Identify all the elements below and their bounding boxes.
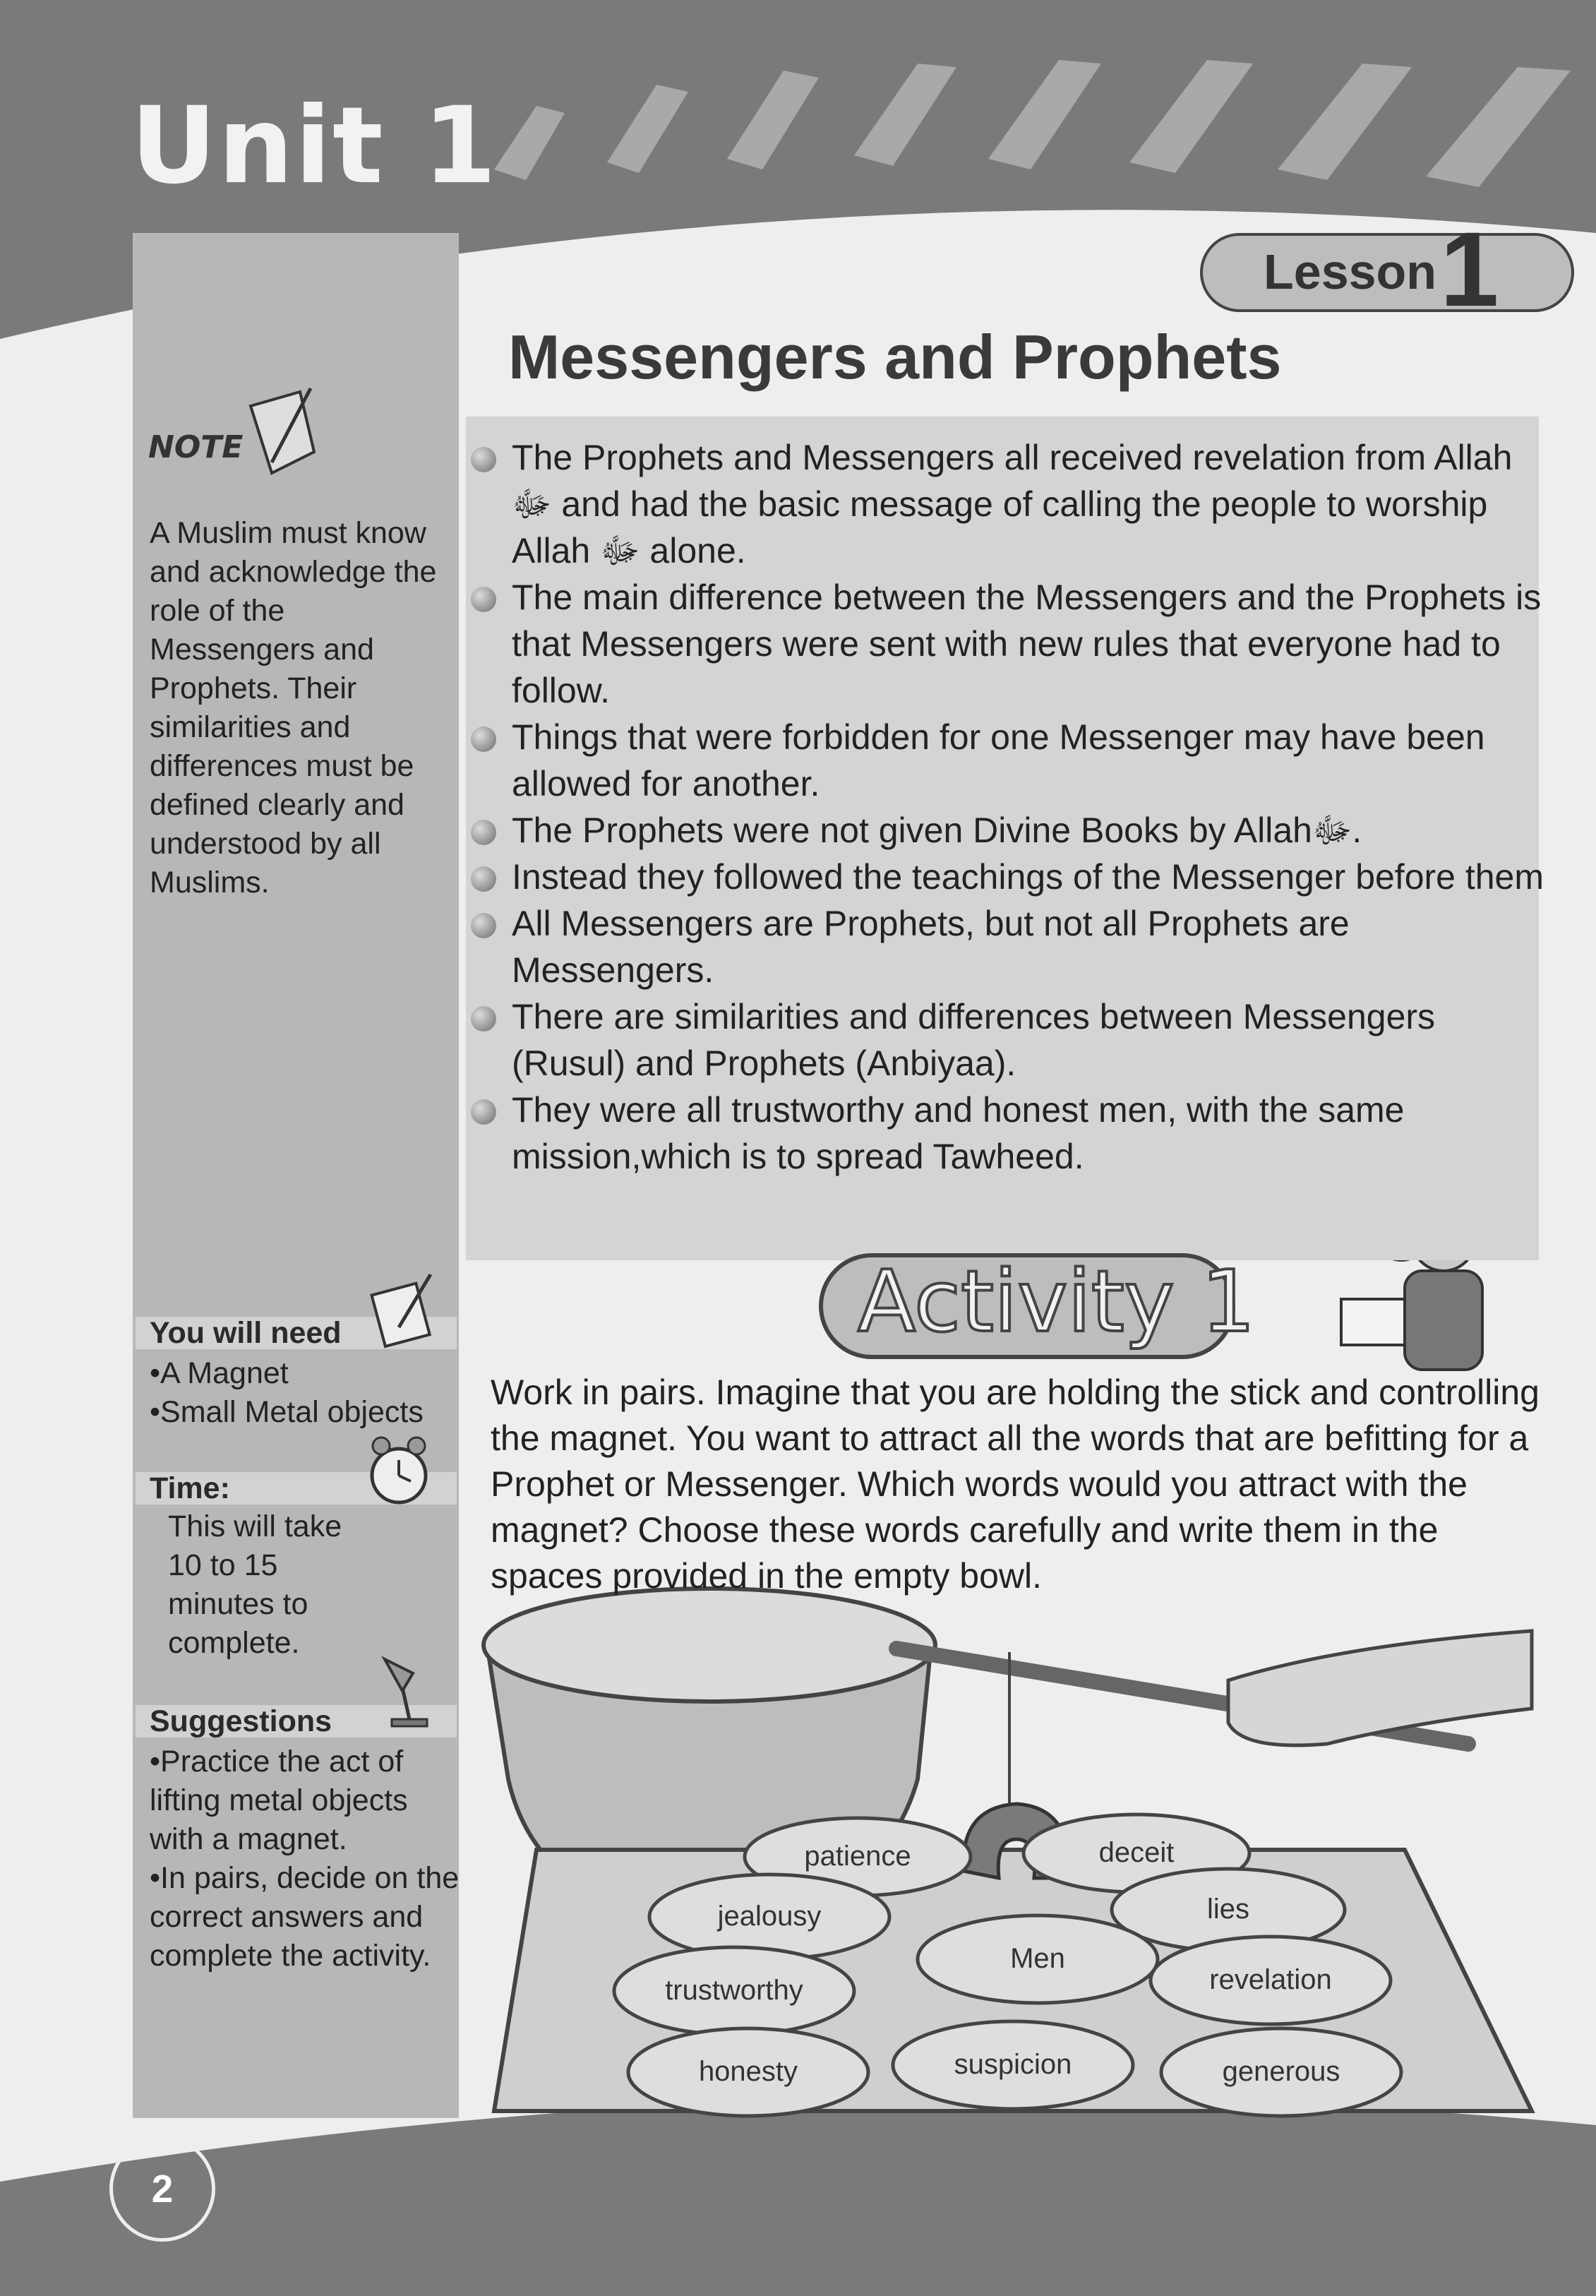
bullet-list <box>469 434 1549 1180</box>
bullet-dot-icon <box>471 866 496 892</box>
activity-instructions: Work in pairs. Imagine that you are holding the stick and controlling the magnet. You want to attract all the words that are befitting for a Prophet or Messenger. Which words would you attract with the magnet? Choose these words carefully and write them in the spaces provided in the empty bowl. <box>491 1373 1540 1596</box>
you-will-need-item-2: •Small Metal objects <box>150 1395 424 1429</box>
word-trustworthy: trustworthy <box>665 1975 803 2006</box>
alarm-clock-icon <box>360 1426 438 1518</box>
bullet-item: They were all trustworthy and honest men, with the same mission,which is to spread Tawheed. <box>469 1087 1549 1180</box>
lesson-label: Lesson <box>1264 244 1437 299</box>
word-men: Men <box>1010 1943 1065 1974</box>
you-will-need-item-1: •A Magnet <box>150 1356 289 1390</box>
bullet-dot-icon <box>471 1006 496 1032</box>
word-deceit: deceit <box>1098 1837 1175 1868</box>
note-paper-icon <box>244 385 321 480</box>
bullet-item: All Messengers are Prophets, but not all Prophets are Messengers. <box>469 900 1549 993</box>
activity-title: Activity 1 <box>858 1253 1256 1351</box>
lesson-number: 1 <box>1440 210 1499 328</box>
bullet-dot-icon <box>471 587 496 612</box>
word-honesty: honesty <box>698 2056 798 2087</box>
bullet-item: The Prophets and Messengers all received revelation from Allah ﷻ and had the basic message of calling the people to worship Allah ﷻ alone. <box>469 434 1549 574</box>
page-number: 2 <box>109 2136 215 2242</box>
lesson-title: Messengers and Prophets <box>508 322 1282 392</box>
you-will-need-heading: You will need <box>136 1317 457 1349</box>
bullet-dot-icon <box>471 447 496 472</box>
word-patience: patience <box>804 1841 911 1872</box>
time-heading: Time: <box>136 1472 457 1505</box>
word-generous: generous <box>1222 2056 1340 2087</box>
suggestions-heading: Suggestions <box>136 1705 457 1738</box>
note-label: NOTE <box>148 429 244 465</box>
bullet-item: Things that were forbidden for one Messenger may have been allowed for another. <box>469 714 1549 807</box>
bullet-dot-icon <box>471 913 496 938</box>
word-revelation: revelation <box>1209 1964 1332 1995</box>
bullet-item: The main difference between the Messengers and the Prophets is that Messengers were sent with new rules that everyone had to follow. <box>469 574 1549 714</box>
desk-lamp-icon <box>371 1652 434 1730</box>
word-suspicion: suspicion <box>954 2049 1072 2080</box>
suggestion-item-2: •In pairs, decide on the correct answers and complete the activity. <box>150 1861 460 1973</box>
bullet-item: Instead they followed the teachings of the Messenger before them <box>469 854 1549 900</box>
bullet-dot-icon <box>471 727 496 752</box>
bullet-item: The Prophets were not given Divine Books by Allahﷻ. <box>469 807 1549 854</box>
bullet-dot-icon <box>471 820 496 845</box>
word-lies: lies <box>1206 1894 1250 1925</box>
suggestion-item-1: •Practice the act of lifting metal objects with a magnet. <box>150 1745 408 1856</box>
word-jealousy: jealousy <box>717 1901 822 1932</box>
unit-title: Unit 1 <box>131 85 498 208</box>
bullet-dot-icon <box>471 1099 496 1125</box>
time-text: This will take 10 to 15 minutes to complete. <box>168 1509 342 1660</box>
quill-paper-icon <box>367 1271 438 1349</box>
note-text: A Muslim must know and acknowledge the role of the Messengers and Prophets. Their similarities and differences must be defined clearly and understood by all Muslims. <box>150 516 437 899</box>
bullet-item: There are similarities and differences between Messengers (Rusul) and Prophets (Anbiyaa). <box>469 993 1549 1087</box>
